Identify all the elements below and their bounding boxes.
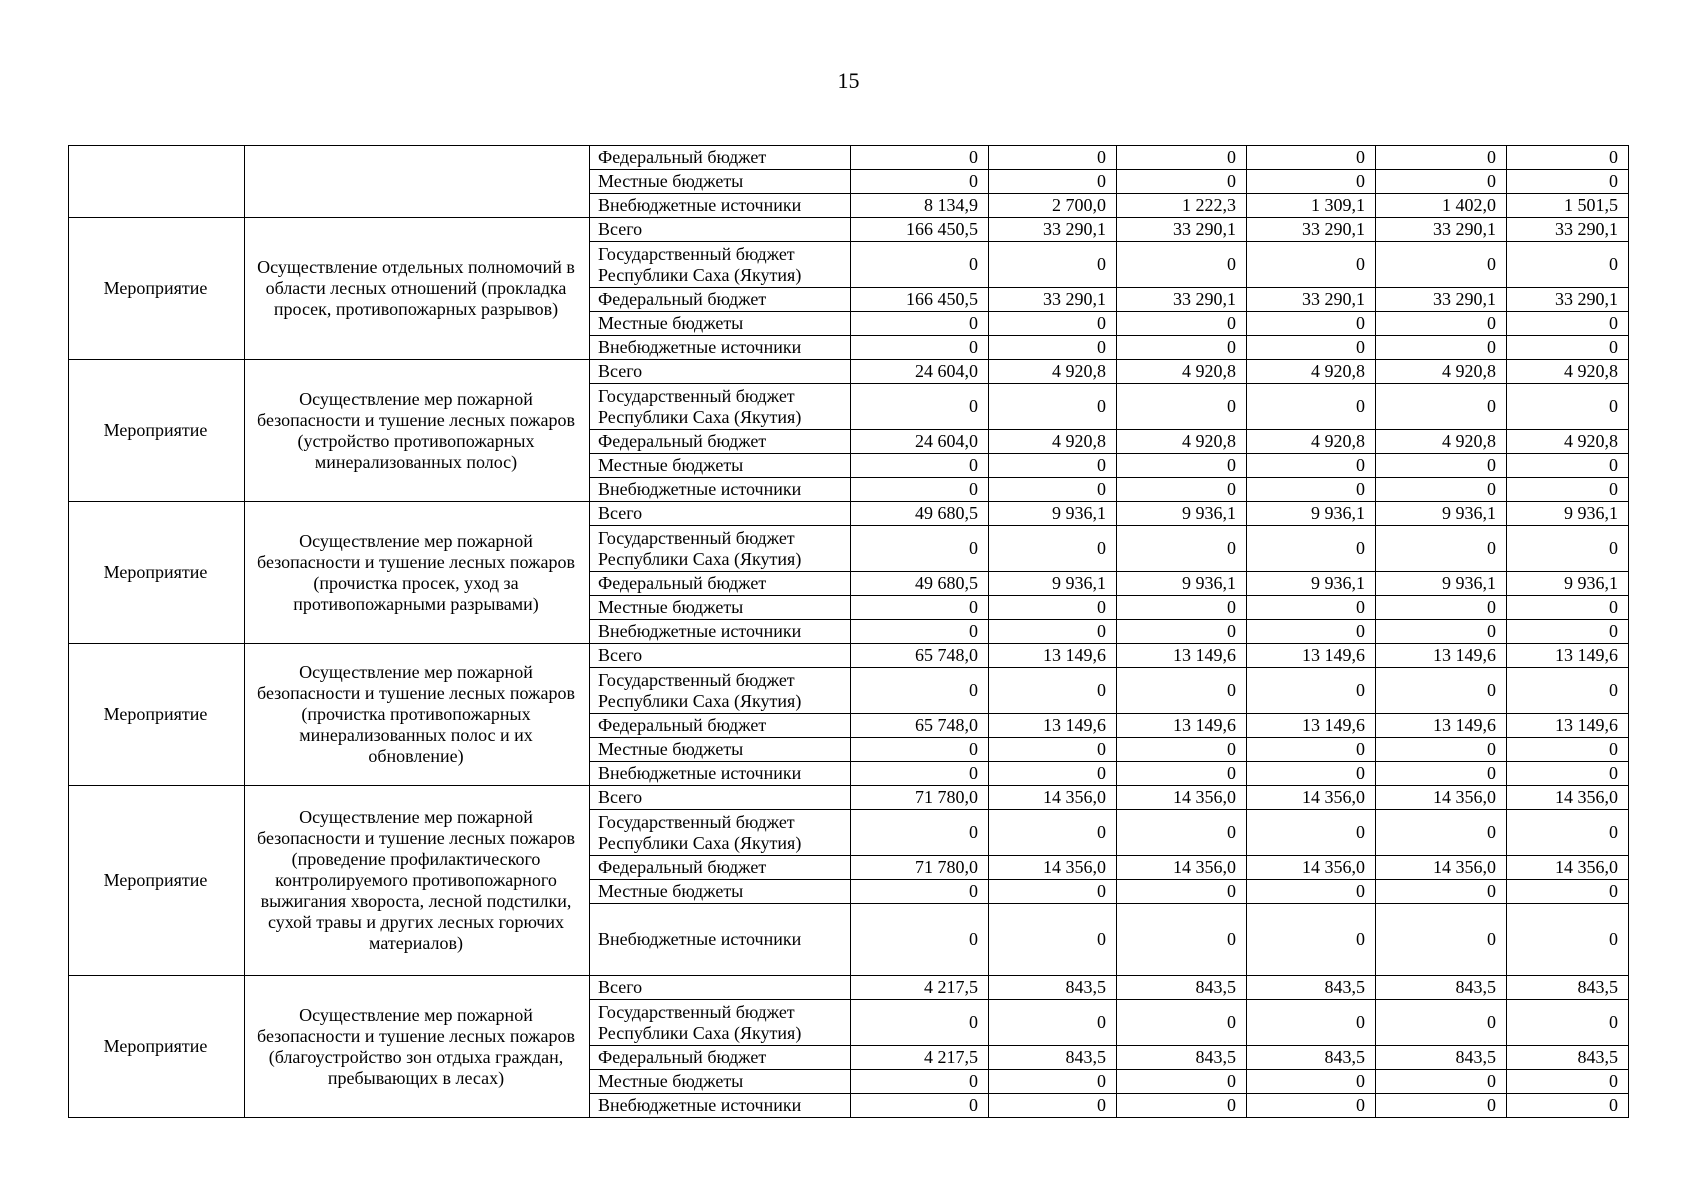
amount-cell: 0 [989, 478, 1117, 502]
amount-cell: 0 [1507, 336, 1629, 360]
amount-cell: 0 [989, 312, 1117, 336]
amount-cell: 9 936,1 [1507, 572, 1629, 596]
amount-cell: 14 356,0 [989, 856, 1117, 880]
amount-cell: 0 [1247, 1094, 1376, 1118]
amount-cell: 843,5 [1507, 1046, 1629, 1070]
amount-cell: 0 [989, 810, 1117, 856]
amount-cell: 0 [1376, 762, 1507, 786]
amount-cell: 0 [989, 1094, 1117, 1118]
amount-cell: 33 290,1 [989, 218, 1117, 242]
event-description-cell: Осуществление мер пожарной безопасности и тушение лесных пожаров (прочистка просек, уход за противопожарными разрывами) [245, 502, 590, 644]
amount-cell: 9 936,1 [989, 572, 1117, 596]
funding-source-cell: Внебюджетные источники [590, 194, 851, 218]
funding-source-cell: Внебюджетные источники [590, 336, 851, 360]
amount-cell: 0 [1507, 146, 1629, 170]
amount-cell: 0 [1247, 904, 1376, 976]
funding-source-cell: Внебюджетные источники [590, 620, 851, 644]
amount-cell: 843,5 [1376, 1046, 1507, 1070]
funding-source-cell: Федеральный бюджет [590, 714, 851, 738]
amount-cell: 71 780,0 [851, 786, 989, 810]
amount-cell: 0 [1507, 880, 1629, 904]
funding-source-cell: Местные бюджеты [590, 170, 851, 194]
funding-source-cell: Федеральный бюджет [590, 1046, 851, 1070]
amount-cell: 843,5 [1117, 976, 1247, 1000]
amount-cell: 14 356,0 [1376, 786, 1507, 810]
amount-cell: 0 [989, 738, 1117, 762]
amount-cell: 0 [1507, 1094, 1629, 1118]
amount-cell: 4 920,8 [1117, 360, 1247, 384]
amount-cell: 0 [851, 738, 989, 762]
funding-source-cell: Внебюджетные источники [590, 1094, 851, 1118]
funding-source-cell: Всего [590, 502, 851, 526]
amount-cell: 0 [1507, 1000, 1629, 1046]
amount-cell: 33 290,1 [1247, 218, 1376, 242]
funding-source-cell: Государственный бюджет Республики Саха (Якутия) [590, 384, 851, 430]
table-row [69, 976, 1629, 1000]
amount-cell: 0 [1117, 904, 1247, 976]
event-type-cell: Мероприятие [69, 218, 245, 360]
amount-cell: 0 [1117, 336, 1247, 360]
amount-cell: 14 356,0 [1117, 856, 1247, 880]
event-type-cell: Мероприятие [69, 360, 245, 502]
amount-cell: 0 [1376, 384, 1507, 430]
amount-cell: 0 [1117, 242, 1247, 288]
amount-cell: 0 [1247, 170, 1376, 194]
funding-source-cell: Государственный бюджет Республики Саха (Якутия) [590, 668, 851, 714]
amount-cell: 65 748,0 [851, 714, 989, 738]
funding-source-cell: Местные бюджеты [590, 454, 851, 478]
amount-cell: 0 [1376, 1094, 1507, 1118]
funding-source-cell: Местные бюджеты [590, 738, 851, 762]
funding-source-cell: Государственный бюджет Республики Саха (Якутия) [590, 1000, 851, 1046]
amount-cell: 13 149,6 [1507, 644, 1629, 668]
amount-cell: 0 [1376, 336, 1507, 360]
amount-cell: 33 290,1 [1376, 288, 1507, 312]
amount-cell: 65 748,0 [851, 644, 989, 668]
amount-cell: 843,5 [1247, 976, 1376, 1000]
amount-cell: 13 149,6 [989, 714, 1117, 738]
amount-cell: 0 [1376, 620, 1507, 644]
amount-cell: 0 [1247, 454, 1376, 478]
amount-cell: 1 402,0 [1376, 194, 1507, 218]
amount-cell: 0 [1117, 1070, 1247, 1094]
amount-cell: 0 [1247, 336, 1376, 360]
amount-cell: 0 [1247, 526, 1376, 572]
amount-cell: 0 [1376, 1070, 1507, 1094]
event-type-cell: Мероприятие [69, 976, 245, 1118]
funding-source-cell: Внебюджетные источники [590, 904, 851, 976]
amount-cell: 0 [1247, 312, 1376, 336]
amount-cell: 0 [1376, 170, 1507, 194]
amount-cell: 13 149,6 [989, 644, 1117, 668]
amount-cell: 0 [1507, 668, 1629, 714]
amount-cell: 0 [1117, 312, 1247, 336]
amount-cell: 0 [1376, 312, 1507, 336]
amount-cell: 0 [989, 384, 1117, 430]
funding-source-cell: Федеральный бюджет [590, 288, 851, 312]
amount-cell: 0 [1376, 810, 1507, 856]
amount-cell: 0 [989, 596, 1117, 620]
funding-source-cell: Всего [590, 218, 851, 242]
amount-cell: 0 [1376, 880, 1507, 904]
amount-cell: 0 [1117, 1000, 1247, 1046]
amount-cell: 0 [989, 526, 1117, 572]
event-description-cell: Осуществление мер пожарной безопасности и тушение лесных пожаров (благоустройство зон отдыха граждан, пребывающих в лесах) [245, 976, 590, 1118]
table-row [69, 218, 1629, 242]
amount-cell: 14 356,0 [1117, 786, 1247, 810]
amount-cell: 0 [989, 904, 1117, 976]
amount-cell: 9 936,1 [1117, 502, 1247, 526]
amount-cell: 0 [851, 384, 989, 430]
amount-cell: 0 [1247, 668, 1376, 714]
amount-cell: 0 [1247, 596, 1376, 620]
amount-cell: 0 [1117, 1094, 1247, 1118]
amount-cell: 0 [989, 336, 1117, 360]
table-row [69, 146, 1629, 170]
amount-cell: 14 356,0 [989, 786, 1117, 810]
event-type-cell: Мероприятие [69, 644, 245, 786]
amount-cell: 0 [851, 312, 989, 336]
funding-source-cell: Внебюджетные источники [590, 478, 851, 502]
amount-cell: 14 356,0 [1507, 786, 1629, 810]
event-description-cell: Осуществление мер пожарной безопасности и тушение лесных пожаров (устройство противопожарных минерализованных полос) [245, 360, 590, 502]
amount-cell: 9 936,1 [1117, 572, 1247, 596]
amount-cell: 14 356,0 [1507, 856, 1629, 880]
amount-cell: 4 920,8 [1376, 360, 1507, 384]
amount-cell: 33 290,1 [1507, 218, 1629, 242]
funding-source-cell: Местные бюджеты [590, 880, 851, 904]
amount-cell: 0 [851, 880, 989, 904]
amount-cell: 0 [1376, 738, 1507, 762]
amount-cell: 4 920,8 [1117, 430, 1247, 454]
amount-cell: 0 [1507, 384, 1629, 430]
amount-cell: 49 680,5 [851, 502, 989, 526]
amount-cell: 4 920,8 [1247, 360, 1376, 384]
table-row [69, 786, 1629, 810]
amount-cell: 0 [1507, 620, 1629, 644]
amount-cell: 0 [851, 1094, 989, 1118]
amount-cell: 8 134,9 [851, 194, 989, 218]
amount-cell: 0 [989, 454, 1117, 478]
amount-cell: 843,5 [1376, 976, 1507, 1000]
amount-cell: 4 920,8 [989, 360, 1117, 384]
amount-cell: 0 [1247, 810, 1376, 856]
amount-cell: 0 [1247, 738, 1376, 762]
funding-source-cell: Федеральный бюджет [590, 856, 851, 880]
amount-cell: 0 [989, 880, 1117, 904]
amount-cell: 0 [1376, 454, 1507, 478]
amount-cell: 0 [1507, 810, 1629, 856]
funding-source-cell: Всего [590, 786, 851, 810]
amount-cell: 0 [1376, 668, 1507, 714]
amount-cell: 13 149,6 [1247, 644, 1376, 668]
amount-cell: 0 [1507, 478, 1629, 502]
amount-cell: 0 [851, 620, 989, 644]
amount-cell: 71 780,0 [851, 856, 989, 880]
amount-cell: 4 920,8 [1247, 430, 1376, 454]
amount-cell: 1 501,5 [1507, 194, 1629, 218]
amount-cell: 9 936,1 [1376, 502, 1507, 526]
amount-cell: 0 [989, 242, 1117, 288]
amount-cell: 13 149,6 [1376, 714, 1507, 738]
amount-cell: 0 [1117, 810, 1247, 856]
amount-cell: 0 [851, 596, 989, 620]
amount-cell: 4 217,5 [851, 1046, 989, 1070]
amount-cell: 0 [851, 810, 989, 856]
amount-cell: 0 [989, 1000, 1117, 1046]
amount-cell: 0 [851, 1070, 989, 1094]
amount-cell: 0 [1247, 1070, 1376, 1094]
amount-cell: 0 [989, 146, 1117, 170]
amount-cell: 9 936,1 [1247, 572, 1376, 596]
amount-cell: 0 [851, 242, 989, 288]
amount-cell: 13 149,6 [1507, 714, 1629, 738]
amount-cell: 0 [1376, 904, 1507, 976]
amount-cell: 843,5 [989, 1046, 1117, 1070]
amount-cell: 4 920,8 [1507, 360, 1629, 384]
amount-cell: 0 [1247, 384, 1376, 430]
amount-cell: 0 [1507, 170, 1629, 194]
amount-cell: 0 [989, 762, 1117, 786]
amount-cell: 166 450,5 [851, 288, 989, 312]
amount-cell: 0 [1247, 478, 1376, 502]
amount-cell: 0 [1117, 762, 1247, 786]
amount-cell: 0 [851, 454, 989, 478]
event-type-cell: Мероприятие [69, 502, 245, 644]
funding-source-cell: Государственный бюджет Республики Саха (Якутия) [590, 810, 851, 856]
amount-cell: 33 290,1 [1376, 218, 1507, 242]
amount-cell: 24 604,0 [851, 430, 989, 454]
table-row [69, 502, 1629, 526]
funding-source-cell: Федеральный бюджет [590, 146, 851, 170]
event-type-cell [69, 146, 245, 218]
amount-cell: 0 [989, 1070, 1117, 1094]
amount-cell: 33 290,1 [1117, 288, 1247, 312]
funding-source-cell: Местные бюджеты [590, 312, 851, 336]
amount-cell: 49 680,5 [851, 572, 989, 596]
amount-cell: 0 [989, 668, 1117, 714]
amount-cell: 0 [851, 146, 989, 170]
amount-cell: 0 [1507, 454, 1629, 478]
amount-cell: 0 [1376, 1000, 1507, 1046]
page-number: 15 [837, 68, 860, 93]
amount-cell: 0 [1247, 762, 1376, 786]
amount-cell: 9 936,1 [1507, 502, 1629, 526]
amount-cell: 0 [1117, 170, 1247, 194]
budget-table-body [69, 146, 1629, 1118]
funding-source-cell: Федеральный бюджет [590, 572, 851, 596]
amount-cell: 13 149,6 [1247, 714, 1376, 738]
amount-cell: 0 [1117, 596, 1247, 620]
funding-source-cell: Всего [590, 360, 851, 384]
amount-cell: 14 356,0 [1247, 856, 1376, 880]
event-description-cell: Осуществление отдельных полномочий в области лесных отношений (прокладка просек, противопожарных разрывов) [245, 218, 590, 360]
amount-cell: 0 [1507, 738, 1629, 762]
amount-cell: 0 [1117, 454, 1247, 478]
amount-cell: 0 [1117, 620, 1247, 644]
amount-cell: 0 [1507, 1070, 1629, 1094]
amount-cell: 0 [851, 478, 989, 502]
amount-cell: 4 920,8 [989, 430, 1117, 454]
amount-cell: 843,5 [1247, 1046, 1376, 1070]
amount-cell: 0 [1376, 526, 1507, 572]
amount-cell: 1 222,3 [1117, 194, 1247, 218]
amount-cell: 0 [1117, 668, 1247, 714]
amount-cell: 0 [1507, 312, 1629, 336]
amount-cell: 13 149,6 [1117, 644, 1247, 668]
amount-cell: 14 356,0 [1247, 786, 1376, 810]
amount-cell: 4 920,8 [1376, 430, 1507, 454]
funding-source-cell: Внебюджетные источники [590, 762, 851, 786]
funding-source-cell: Местные бюджеты [590, 1070, 851, 1094]
amount-cell: 0 [1507, 596, 1629, 620]
funding-source-cell: Местные бюджеты [590, 596, 851, 620]
amount-cell: 13 149,6 [1117, 714, 1247, 738]
amount-cell: 0 [1117, 526, 1247, 572]
amount-cell: 0 [851, 904, 989, 976]
amount-cell: 843,5 [989, 976, 1117, 1000]
amount-cell: 33 290,1 [1247, 288, 1376, 312]
amount-cell: 0 [1376, 242, 1507, 288]
amount-cell: 0 [851, 526, 989, 572]
amount-cell: 0 [1117, 478, 1247, 502]
amount-cell: 9 936,1 [1376, 572, 1507, 596]
amount-cell: 2 700,0 [989, 194, 1117, 218]
amount-cell: 13 149,6 [1376, 644, 1507, 668]
amount-cell: 0 [851, 170, 989, 194]
amount-cell: 0 [851, 1000, 989, 1046]
amount-cell: 0 [1376, 146, 1507, 170]
amount-cell: 0 [1247, 880, 1376, 904]
amount-cell: 0 [851, 668, 989, 714]
amount-cell: 0 [989, 620, 1117, 644]
funding-source-cell: Федеральный бюджет [590, 430, 851, 454]
amount-cell: 0 [1117, 384, 1247, 430]
amount-cell: 24 604,0 [851, 360, 989, 384]
amount-cell: 0 [1247, 620, 1376, 644]
amount-cell: 0 [851, 762, 989, 786]
amount-cell: 9 936,1 [989, 502, 1117, 526]
funding-source-cell: Всего [590, 644, 851, 668]
event-description-cell: Осуществление мер пожарной безопасности и тушение лесных пожаров (прочистка противопожарных минерализованных полос и их обновление) [245, 644, 590, 786]
amount-cell: 33 290,1 [1117, 218, 1247, 242]
amount-cell: 0 [1376, 596, 1507, 620]
funding-source-cell: Всего [590, 976, 851, 1000]
table-row [69, 644, 1629, 668]
amount-cell: 0 [1247, 146, 1376, 170]
amount-cell: 0 [989, 170, 1117, 194]
amount-cell: 9 936,1 [1247, 502, 1376, 526]
amount-cell: 14 356,0 [1376, 856, 1507, 880]
amount-cell: 0 [1117, 738, 1247, 762]
amount-cell: 33 290,1 [1507, 288, 1629, 312]
funding-source-cell: Государственный бюджет Республики Саха (Якутия) [590, 526, 851, 572]
amount-cell: 0 [1117, 880, 1247, 904]
amount-cell: 166 450,5 [851, 218, 989, 242]
event-description-cell [245, 146, 590, 218]
amount-cell: 0 [1247, 242, 1376, 288]
amount-cell: 1 309,1 [1247, 194, 1376, 218]
amount-cell: 0 [1507, 526, 1629, 572]
amount-cell: 0 [1507, 242, 1629, 288]
amount-cell: 0 [1247, 1000, 1376, 1046]
event-type-cell: Мероприятие [69, 786, 245, 976]
amount-cell: 0 [1376, 478, 1507, 502]
amount-cell: 843,5 [1117, 1046, 1247, 1070]
amount-cell: 843,5 [1507, 976, 1629, 1000]
amount-cell: 0 [1507, 904, 1629, 976]
amount-cell: 4 217,5 [851, 976, 989, 1000]
amount-cell: 0 [851, 336, 989, 360]
event-description-cell: Осуществление мер пожарной безопасности и тушение лесных пожаров (проведение профилактического контролируемого противопожарного выжигания хвороста, лесной подстилки, сухой травы и других лесных горючих материалов) [245, 786, 590, 976]
budget-table [68, 145, 1629, 1118]
amount-cell: 33 290,1 [989, 288, 1117, 312]
funding-source-cell: Государственный бюджет Республики Саха (Якутия) [590, 242, 851, 288]
amount-cell: 4 920,8 [1507, 430, 1629, 454]
table-row [69, 360, 1629, 384]
amount-cell: 0 [1507, 762, 1629, 786]
amount-cell: 0 [1117, 146, 1247, 170]
